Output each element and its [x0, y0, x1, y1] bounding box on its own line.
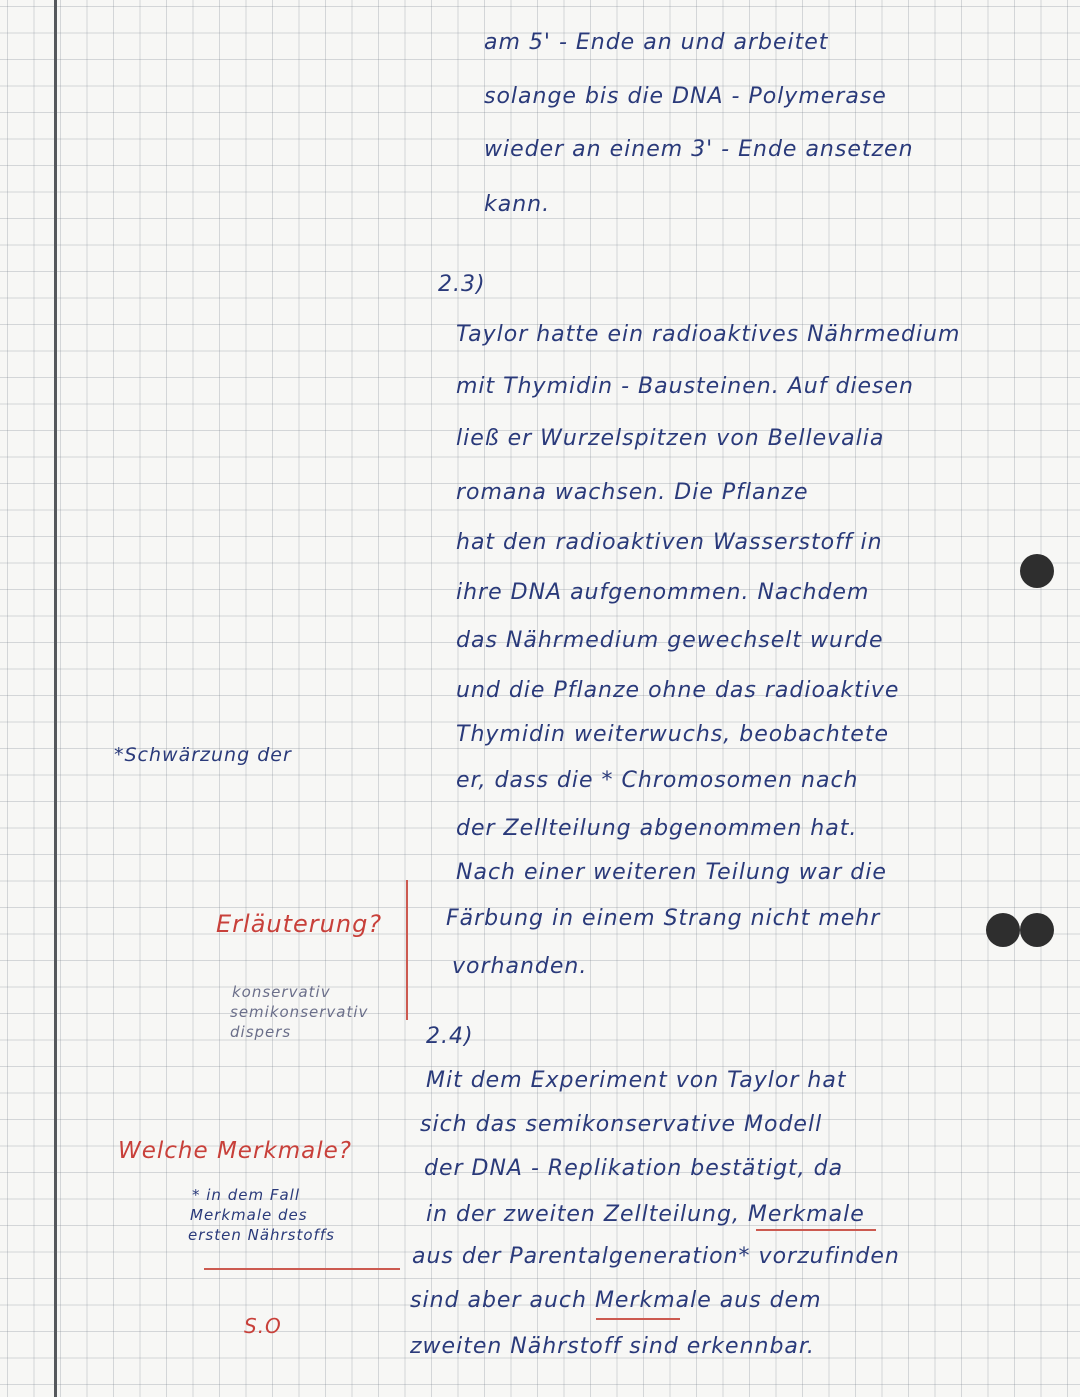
text-line: der DNA - Replikation bestätigt, da	[424, 1156, 844, 1181]
margin-footnote: * in dem Fall	[192, 1186, 300, 1204]
margin-footnote: *Schwärzung der	[114, 744, 292, 766]
teacher-bracket	[406, 880, 408, 1020]
teacher-underline	[204, 1268, 400, 1270]
text-line: Färbung in einem Strang nicht mehr	[446, 906, 881, 931]
continuation-line: solange bis die DNA - Polymerase	[484, 84, 887, 109]
continuation-line: kann.	[484, 192, 551, 217]
margin-footnote: Merkmale des	[190, 1206, 308, 1224]
model-list-item: semikonservativ	[230, 1003, 369, 1021]
text-line: Taylor hatte ein radioaktives Nährmedium	[456, 322, 961, 347]
punch-hole-top	[1020, 554, 1054, 588]
text-line: Nach einer weiteren Teilung war die	[456, 860, 887, 885]
text-line: sich das semikonservative Modell	[420, 1112, 823, 1137]
text-line: sind aber auch Merkmale aus dem	[410, 1288, 822, 1313]
model-list-item: konservativ	[232, 983, 331, 1001]
continuation-line: wieder an einem 3' - Ende ansetzen	[484, 137, 914, 162]
text-line: und die Pflanze ohne das radioaktive	[456, 678, 900, 703]
text-line: ihre DNA aufgenommen. Nachdem	[456, 580, 870, 605]
text-line: ließ er Wurzelspitzen von Bellevalia	[456, 426, 885, 451]
section-heading: 2.3)	[438, 272, 486, 297]
text-line: das Nährmedium gewechselt wurde	[456, 628, 884, 653]
text-line: hat den radioaktiven Wasserstoff in	[456, 530, 883, 555]
teacher-question: Welche Merkmale?	[118, 1138, 352, 1164]
text-line: mit Thymidin - Bausteinen. Auf diesen	[456, 374, 914, 399]
text-line: romana wachsen. Die Pflanze	[456, 480, 809, 505]
text-line: Mit dem Experiment von Taylor hat	[426, 1068, 847, 1093]
text-line: zweiten Nährstoff sind erkennbar.	[410, 1334, 815, 1359]
model-list-item: dispers	[230, 1023, 292, 1041]
teacher-underline	[596, 1318, 680, 1320]
margin-footnote: ersten Nährstoffs	[188, 1226, 335, 1244]
punch-hole-middle	[986, 913, 1020, 947]
text-line: vorhanden.	[452, 954, 588, 979]
grade-mark: S.O	[244, 1314, 282, 1338]
punch-hole-bottom	[1020, 913, 1054, 947]
text-line: er, dass die * Chromosomen nach	[456, 768, 859, 793]
text-line: in der zweiten Zellteilung, Merkmale	[426, 1202, 865, 1227]
text-line: aus der Parentalgeneration* vorzufinden	[412, 1244, 900, 1269]
teacher-underline	[756, 1229, 876, 1231]
section-heading: 2.4)	[426, 1024, 474, 1049]
continuation-line: am 5' - Ende an und arbeitet	[484, 30, 829, 55]
margin-line	[54, 0, 57, 1397]
teacher-question: Erläuterung?	[216, 910, 383, 938]
text-line: Thymidin weiterwuchs, beobachtete	[456, 722, 889, 747]
text-line: der Zellteilung abgenommen hat.	[456, 816, 858, 841]
